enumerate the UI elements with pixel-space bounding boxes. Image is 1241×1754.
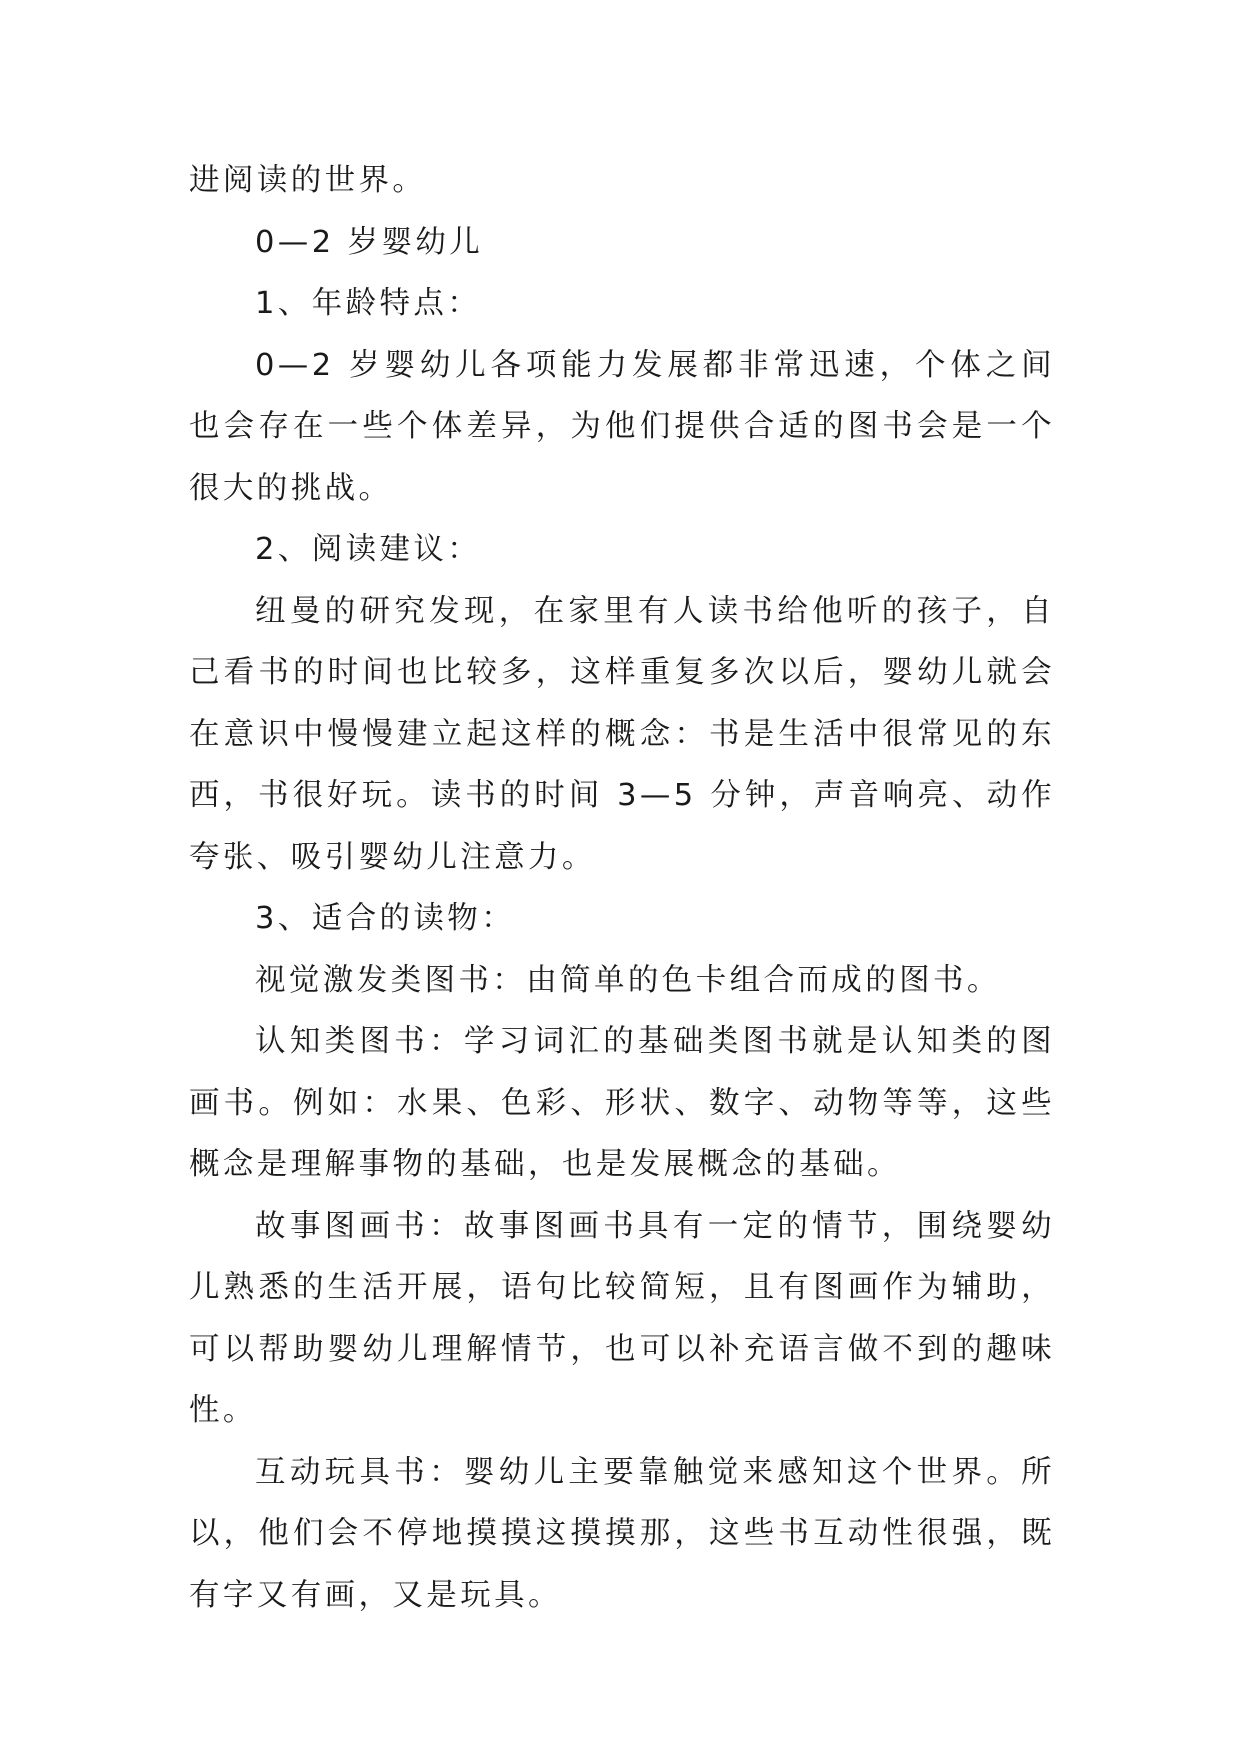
- paragraph-story-books: 故事图画书：故事图画书具有一定的情节，围绕婴幼儿熟悉的生活开展，语句比较简短，且有图画作为辅助，可以帮助婴幼儿理解情节，也可以补充语言做不到的趣味性。: [189, 1208, 1055, 1428]
- paragraph-cognitive-books: 认知类图书：学习词汇的基础类图书就是认知类的图画书。例如：水果、色彩、形状、数字、动物等等，这些概念是理解事物的基础，也是发展概念的基础。: [189, 1024, 1055, 1182]
- document-page: [189, 150, 1055, 1626]
- paragraph-reading-advice: 纽曼的研究发现，在家里有人读书给他听的孩子，自己看书的时间也比较多，这样重复多次以后，婴幼儿就会在意识中慢慢建立起这样的概念：书是生活中很常见的东西，书很好玩。读书的时间 3—5 分钟，声音响亮、动作夸张、吸引婴幼儿注意力。: [189, 593, 1055, 875]
- paragraph-intro-tail: 进阅读的世界。: [189, 163, 427, 198]
- paragraph-visual-books: 视觉激发类图书：由简单的色卡组合而成的图书。: [255, 962, 1001, 998]
- subheading-reading-advice: 2、阅读建议：: [255, 532, 482, 567]
- subheading-age-features: 1、年龄特点：: [255, 286, 482, 321]
- paragraph-age-features: 0—2 岁婴幼儿各项能力发展都非常迅速，个体之间也会存在一些个体差异，为他们提供合适的图书会是一个很大的挑战。: [189, 347, 1055, 506]
- subheading-suitable-books: 3、适合的读物：: [255, 901, 516, 936]
- section-heading-age-group: 0—2 岁婴幼儿: [255, 224, 484, 260]
- paragraph-interactive-books: 互动玩具书：婴幼儿主要靠触觉来感知这个世界。所以，他们会不停地摸摸这摸摸那，这些书互动性很强，既有字又有画，又是玩具。: [189, 1454, 1055, 1613]
